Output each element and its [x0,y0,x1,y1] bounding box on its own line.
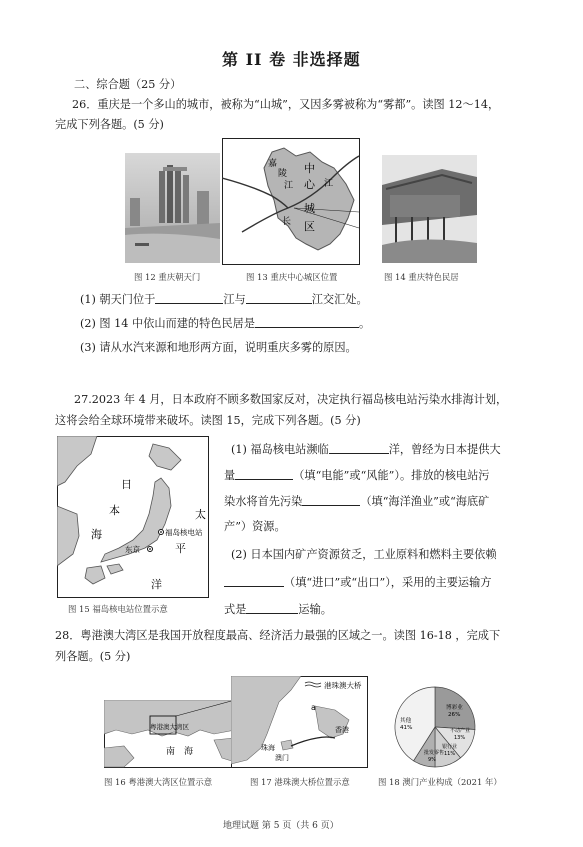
fig14-caption: 图 14 重庆特色民居 [384,272,459,282]
fig15-caption: 图 15 福岛核电站位置示意 [68,604,168,614]
fig15-label-tai: 太 [195,508,206,521]
q27-sub1-line1: (1) 福岛核电站濒临 洋，曾经为日本提供大 [231,443,501,456]
q27-sub1-line3: 染水将首先污染 （填“海洋渔业”或“海底矿 [224,495,490,508]
fig15-label-ri: 日 [121,478,132,491]
fig15-label-yang: 洋 [151,578,162,591]
fig16-label-bay: 粤港澳大湾区 [150,723,189,731]
fig13-label-ling: 陵 [278,169,288,179]
q27-sub2-line3: 式是 运输。 [224,603,332,616]
fig17-label-zhuhai: 珠海 [261,744,275,752]
q27-blank-trade[interactable] [224,575,284,587]
pie-label-other-pct: 41% [400,725,413,731]
fig17-label-aomen: 澳门 [275,754,289,762]
fig13-label-xin: 心 [304,178,315,191]
q28-stem-line1: 28．粤港澳大湾区是我国开放程度最高、经济活力最强的区域之一。读图 16-18 ，完成下 [55,629,501,642]
fig15-label-ben: 本 [109,504,120,517]
fig16-label-hai: 海 [184,747,194,757]
fig18-industry-pie-chart [390,682,480,772]
fig15-label-fukushima: 福岛核电站 [165,528,203,537]
q26-stem-line2: 完成下列各题。(5 分) [55,118,164,131]
q27-sub1-line4: 产”）资源。 [224,520,286,533]
fig15-label-ping: 平 [175,542,186,555]
fig13-caption: 图 13 重庆中心城区位置 [246,272,338,282]
fig15-label-tokyo: 东京 [125,545,140,554]
pie-label-wholesale: 批发零售 [424,750,445,756]
fig17-legend-bridge: 港珠澳大桥 [324,681,362,690]
fig14-stilt-house-photo [382,155,477,263]
fig16-bay-area-map [104,700,236,768]
pie-label-realestate: 不动产业 [450,728,471,734]
pie-label-gaming: 博彩业 [446,705,463,711]
fig15-japan-map [57,436,209,598]
fig17-label-a: a [311,703,316,712]
pie-label-bank: 银行业 [442,744,458,750]
q27-sub2-line2: （填“进口”或“出口”），采用的主要运输方 [224,575,491,590]
page-footer: 地理试题 第 5 页（共 6 页） [223,821,339,831]
q26-sub1: (1) 朝天门位于 江与 江交汇处。 [80,293,368,306]
fig18-caption: 图 18 澳门产业构成（2021 年） [378,777,502,787]
fig17-label-xianggang: 香港 [335,726,349,734]
q27-stem-line1: 27.2023 年 4 月，日本政府不顾多数国家反对，决定执行福岛核电站污染水排海计划， [74,393,508,406]
pie-label-other: 其他 [400,718,412,724]
fig13-chongqing-map [222,138,360,265]
q26-sub2: (2) 图 14 中依山而建的特色民居是 。 [80,317,371,330]
fig13-label-qu: 区 [304,220,315,233]
fig13-label-jiang2: 江 [324,179,334,189]
pie-label-wholesale-pct: 9% [428,757,436,763]
q26-blank-river2[interactable] [246,292,312,304]
section-heading: 二、综合题（25 分） [74,78,182,91]
pie-label-bank-pct: 11% [444,751,456,757]
fig13-label-jiang1: 江 [284,181,294,191]
fig13-label-zhong: 中 [304,162,315,175]
q27-blank-resource[interactable] [302,494,360,506]
q27-sub1-line2: 量 （填“电能”或“风能”）。排放的核电站污 [224,469,490,482]
q27-blank-transport[interactable] [246,602,298,614]
fig15-label-hai: 海 [91,528,102,541]
fig16-label-nan: 南 [166,747,176,757]
q26-stem-line1: 26．重庆是一个多山的城市，被称为“山城”，又因多雾被称为“雾都”。读图 12～14， [72,98,500,111]
fig16-caption: 图 16 粤港澳大湾区位置示意 [104,777,213,787]
q26-sub3: (3) 请从水汽来源和地形两方面，说明重庆多雾的原因。 [80,341,357,354]
fig12-caption: 图 12 重庆朝天门 [134,272,201,282]
fig13-label-chang: 长 [282,217,292,227]
pie-label-realestate-pct: 13% [454,735,466,741]
q27-sub2-line1: (2) 日本国内矿产资源贫乏，工业原料和燃料主要依赖 [231,548,497,561]
fig13-label-cheng: 城 [304,202,315,215]
fig12-chaotianmen-photo [125,153,220,263]
q27-stem-line2: 这将会给全球环境带来破坏。读图 15，完成下列各题。(5 分) [55,414,361,427]
q26-blank-dwelling[interactable] [255,316,359,328]
q27-blank-energy[interactable] [235,468,293,480]
q28-stem-line2: 列各题。(5 分) [55,650,131,663]
fig17-caption: 图 17 港珠澳大桥位置示意 [250,777,350,787]
q27-blank-ocean[interactable] [329,442,389,454]
pie-label-gaming-pct: 26% [448,712,461,718]
fig17-bridge-map [231,676,368,768]
page-title: 第 II 卷 非选择题 [222,50,361,69]
fig13-label-jia: 嘉 [268,159,278,169]
q26-blank-river1[interactable] [155,292,223,304]
